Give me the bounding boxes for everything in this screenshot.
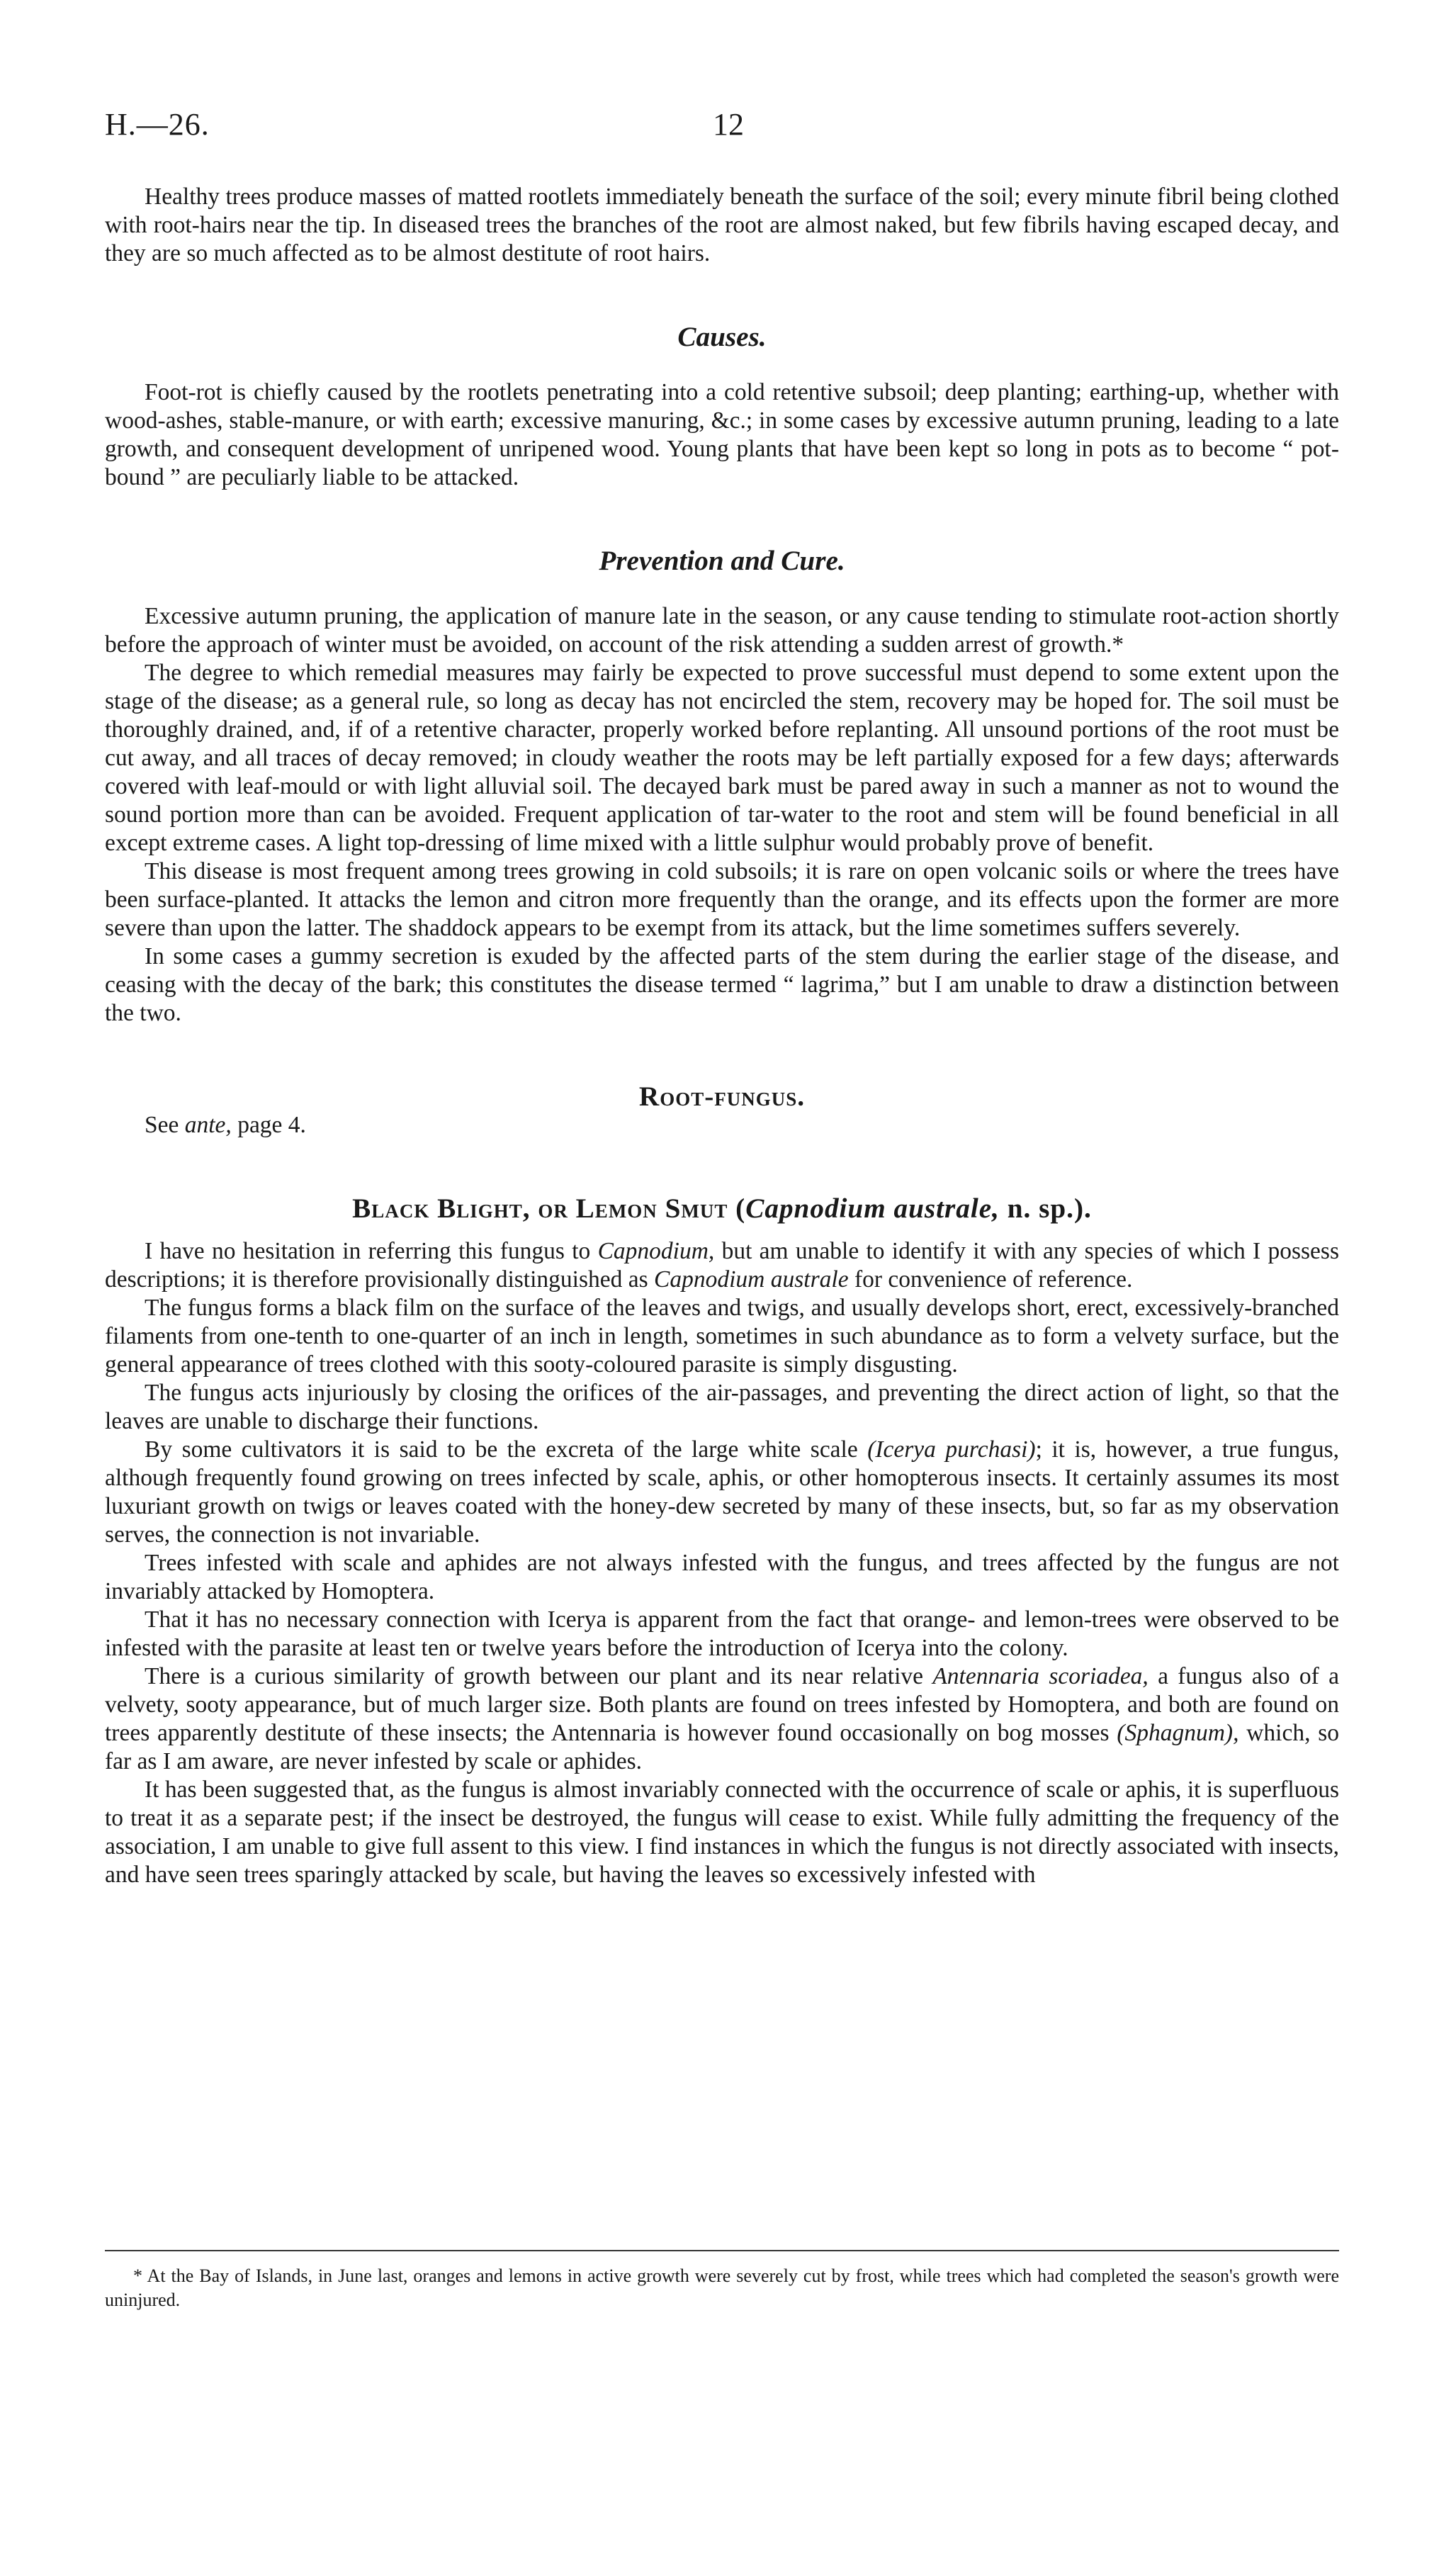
paragraph-blight-4: By some cultivators it is said to be the excreta of the large white scale (Icerya purchasi); it is, however, a true fungus, although frequently found growing on trees infected by scale, aphis, or other homopterous insects. It certainly assumes its most luxuriant growth on twigs or leaves coated with the honey-dew secreted by many of these insects, but, so far as my observation serves, the connection is not invariable. (105, 1436, 1339, 1548)
paragraph-blight-5: Trees infested with scale and aphides are not always infested with the fungus, and trees affected by the fungus are not invariably attacked by Homoptera. (105, 1550, 1339, 1604)
paragraph-see-ante: See ante, page 4. (145, 1112, 306, 1138)
paragraph-healthy-trees: Healthy trees produce masses of matted rootlets immediately beneath the surface of the soil; every minute fibril being clothed with root-hairs near the tip. In diseased trees the branches of the root are almost naked, but few fibrils having escaped decay, and they are so much affected as to be almost destitute of root hairs. (105, 184, 1339, 266)
document-reference: H.—26. (105, 107, 210, 142)
paragraph-blight-8: It has been suggested that, as the fungus is almost invariably connected with the occurrence of scale or aphis, it is superfluous to treat it as a separate pest; if the insect be destroyed, the fungus will cease to exist. While fully admitting the frequency of the association, I am unable to give full assent to this view. I find instances in which the fungus is not directly associated with insects, and have seen trees sparingly attacked by scale, but having the leaves so excessively infested with (105, 1777, 1339, 1888)
paragraph-prevention-4: In some cases a gummy secretion is exuded by the affected parts of the stem during the earlier stage of the disease, and ceasing with the decay of the bark; this constitutes the disease termed “ lagrima,” but I am unable to draw a distinction between the two. (105, 943, 1339, 1026)
footnote-divider (105, 2250, 1339, 2251)
paragraph-prevention-3: This disease is most frequent among trees growing in cold subsoils; it is rare on open volcanic soils or where the trees have been surface-planted. It attacks the lemon and citron more frequently than the orange, and its effects upon the former are more severe than upon the latter. The shaddock appears to be exempt from its attack, but the lime sometimes suffers severely. (105, 858, 1339, 941)
heading-prevention-and-cure: Prevention and Cure. (599, 546, 845, 576)
page-number: 12 (713, 107, 744, 142)
footnote: * At the Bay of Islands, in June last, oranges and lemons in active growth were severely cut by frost, while trees which had completed the season's growth were uninjured. (105, 2266, 1339, 2310)
heading-root-fungus: Root-fungus. (638, 1081, 806, 1112)
body-text (105, 183, 1339, 1889)
paragraph-prevention-1: Excessive autumn pruning, the application of manure late in the season, or any cause tending to stimulate root-action shortly before the approach of winter must be avoided, on account of the risk attending a sudden arrest of growth.* (105, 603, 1339, 658)
paragraph-blight-7: There is a curious similarity of growth between our plant and its near relative Antennaria scoriadea, a fungus also of a velvety, sooty appearance, but of much larger size. Both plants are found on trees infested by Homoptera, and both are found on trees apparently destitute of these insects; the Antennaria is however found occasionally on bog mosses (Sphagnum), which, so far as I am aware, are never infested by scale or aphides. (105, 1663, 1340, 1774)
heading-black-blight: Black Blight, or Lemon Smut (Capnodium australe, n. sp.). (352, 1193, 1092, 1224)
paragraph-blight-1: I have no hesitation in referring this fungus to Capnodium, but am unable to identify it with any species of which I possess descriptions; it is therefore provisionally distinguished as Capnodium australe for convenience of reference. (105, 1238, 1339, 1293)
paragraph-causes: Foot-rot is chiefly caused by the rootlets penetrating into a cold retentive subsoil; deep planting; earthing-up, whether with wood-ashes, stable-manure, or with earth; excessive manuring, &c.; in some cases by excessive autumn pruning, leading to a late growth, and consequent development of unripened wood. Young plants that have been kept so long in pots as to become “ pot-bound ” are peculiarly liable to be attacked. (105, 379, 1339, 490)
paragraph-blight-6: That it has no necessary connection with Icerya is apparent from the fact that orange- and lemon-trees were observed to be infested with the parasite at least ten or twelve years before the introduction of Icerya into the colony. (105, 1606, 1339, 1661)
heading-causes: Causes. (677, 322, 767, 352)
paragraph-blight-3: The fungus acts injuriously by closing the orifices of the air-passages, and preventing the direct action of light, so that the leaves are unable to discharge their functions. (105, 1380, 1339, 1434)
page-header (105, 106, 1352, 149)
paragraph-prevention-2: The degree to which remedial measures may fairly be expected to prove successful must depend to some extent upon the stage of the disease; as a general rule, so long as decay has not encircled the stem, recovery may be hoped for. The soil must be thoroughly drained, and, if of a retentive character, properly worked before replanting. All unsound portions of the root must be cut away, and all traces of decay removed; in cloudy weather the roots may be left partially exposed for a few days; afterwards covered with leaf-mould or with light alluvial soil. The decayed bark must be pared away in such a manner as not to wound the sound portion more than can be avoided. Frequent application of tar-water to the root and stem will be found beneficial in all except extreme cases. A light top-dressing of lime mixed with a little sulphur would probably prove of benefit. (105, 660, 1339, 856)
paragraph-blight-2: The fungus forms a black film on the surface of the leaves and twigs, and usually develops short, erect, excessively-branched filaments from one-tenth to one-quarter of an inch in length, sometimes in such abundance as to form a velvety surface, but the general appearance of trees clothed with this sooty-coloured parasite is simply disgusting. (105, 1295, 1339, 1378)
